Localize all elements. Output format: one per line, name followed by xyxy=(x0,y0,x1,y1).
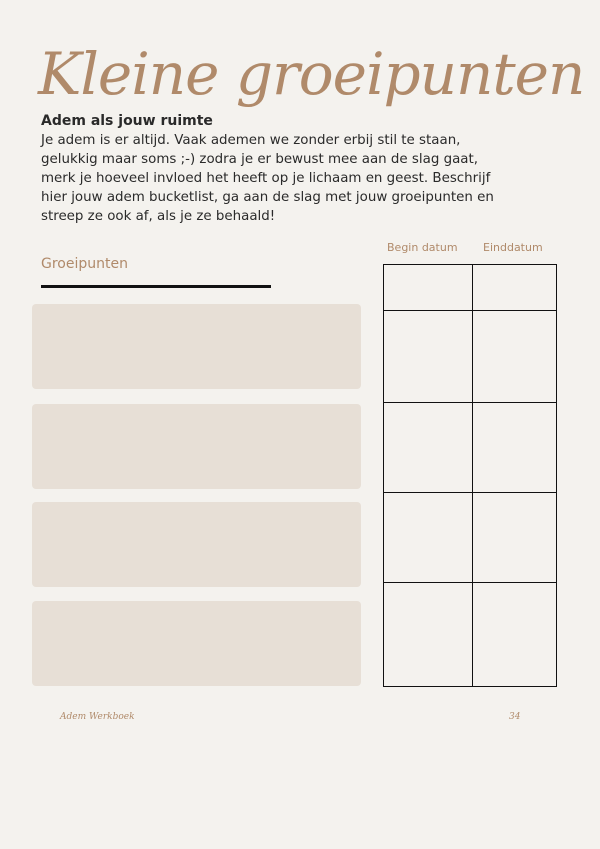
table-header-cell-begin xyxy=(383,264,473,311)
table-cell-begin-1[interactable] xyxy=(383,310,473,403)
groeipunt-box-4[interactable] xyxy=(32,601,361,686)
section-divider xyxy=(41,285,271,288)
groeipunt-box-3[interactable] xyxy=(32,502,361,587)
table-cell-eind-3[interactable] xyxy=(472,492,557,583)
footer-page-number: 34 xyxy=(509,712,521,722)
table-cell-eind-4[interactable] xyxy=(472,582,557,687)
groeipunt-box-1[interactable] xyxy=(32,304,361,389)
table-cell-eind-1[interactable] xyxy=(472,310,557,403)
table-cell-begin-2[interactable] xyxy=(383,402,473,493)
groeipunten-label: Groeipunten xyxy=(41,256,128,272)
table-cell-eind-2[interactable] xyxy=(472,402,557,493)
table-header-cell-eind xyxy=(472,264,557,311)
table-cell-begin-3[interactable] xyxy=(383,492,473,583)
date-table xyxy=(383,264,557,687)
intro-paragraph: Je adem is er altijd. Vaak ademen we zonder erbij stil te staan, gelukkig maar soms ;-) zodra je er bewust mee aan de slag gaat, merk je hoeveel invloed het heeft op je lichaam en geest. Beschrijf hier jouw adem bucketlist, ga aan de slag met jouw groeipunten en streep ze ook af, als je ze behaald! xyxy=(41,133,494,224)
section-subtitle: Adem als jouw ruimte xyxy=(41,113,213,129)
column-header-begin-datum: Begin datum xyxy=(387,241,458,254)
column-header-einddatum: Einddatum xyxy=(483,241,543,254)
table-cell-begin-4[interactable] xyxy=(383,582,473,687)
footer-book-title: Adem Werkboek xyxy=(60,712,135,722)
page-title: Kleine groeipunten xyxy=(38,40,585,108)
groeipunt-box-2[interactable] xyxy=(32,404,361,489)
